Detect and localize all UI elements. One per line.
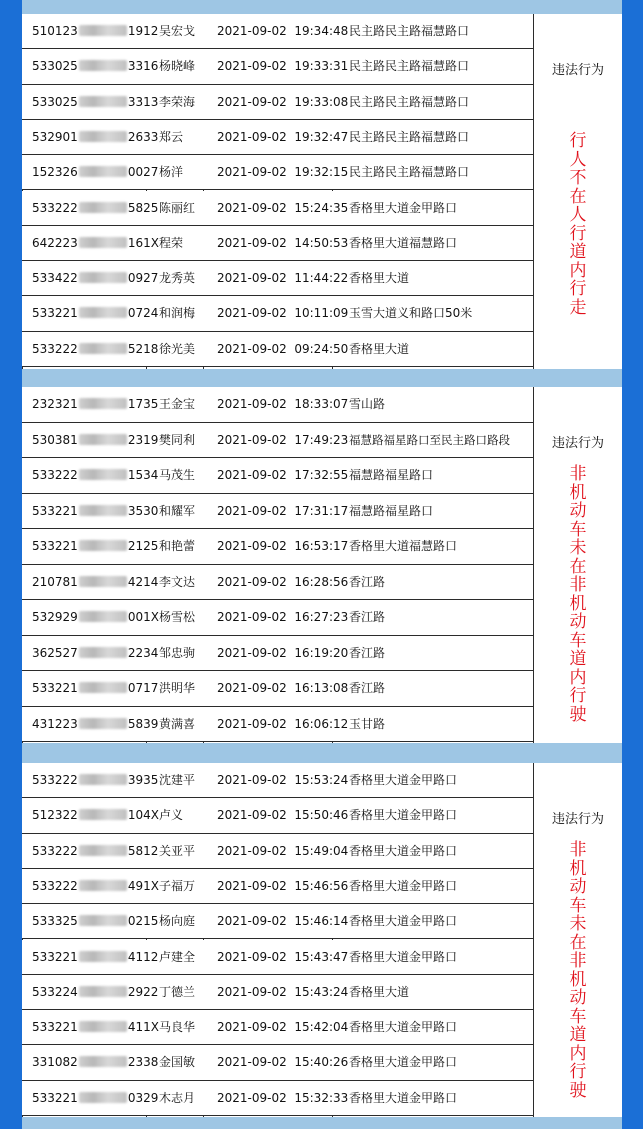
id-suffix: 411X <box>127 1020 159 1035</box>
id-mask <box>79 682 127 693</box>
violation-time: 2021-09-02 11:44:22 <box>217 271 349 286</box>
violation-table-pedestrian <box>22 14 622 369</box>
person-name: 李文达 <box>159 574 196 589</box>
person-name: 黄满喜 <box>159 716 196 731</box>
violation-table-nonmotor-1 <box>22 387 622 743</box>
violation-place: 香格里大道福慧路口 <box>349 539 458 553</box>
id-prefix: 431223 <box>32 716 78 731</box>
table-row <box>22 387 533 423</box>
id-suffix: 0927 <box>127 271 159 286</box>
violation-time: 2021-09-02 16:28:56 <box>217 574 349 589</box>
violation-place: 民主路民主路福慧路口 <box>349 165 470 180</box>
violation-place: 香格里大道金甲路口 <box>349 878 458 893</box>
id-number <box>32 975 159 1010</box>
id-mask <box>79 951 127 962</box>
violation-time: 2021-09-02 16:06:12 <box>217 716 349 731</box>
violation-place: 雪山路 <box>349 397 386 411</box>
violation-time: 2021-09-02 18:33:07 <box>217 397 349 411</box>
violation-place: 福慧路福星路口 <box>349 468 434 482</box>
id-mask <box>79 272 127 283</box>
id-mask <box>79 131 127 142</box>
violation-place: 玉甘路 <box>349 716 386 731</box>
id-number <box>32 565 159 601</box>
person-name: 丁德兰 <box>159 984 196 999</box>
person-name: 马良华 <box>159 1020 196 1035</box>
violation-place: 香格里大道金甲路口 <box>349 1055 458 1070</box>
id-mask <box>79 611 127 622</box>
id-mask <box>79 986 127 997</box>
violation-time: 2021-09-02 19:32:47 <box>217 129 349 144</box>
violation-time: 2021-09-02 15:43:24 <box>217 984 349 999</box>
id-number <box>32 155 159 190</box>
id-suffix: 3530 <box>127 503 159 518</box>
id-suffix: 5218 <box>127 341 159 356</box>
id-mask <box>79 505 127 516</box>
violation-time: 2021-09-02 15:46:56 <box>217 878 349 893</box>
id-suffix: 5839 <box>127 716 159 731</box>
id-prefix: 530381 <box>32 432 78 447</box>
person-name: 邹忠驹 <box>159 645 196 660</box>
person-name: 徐光美 <box>159 341 196 356</box>
person-name: 程荣 <box>159 235 184 250</box>
table-row <box>22 834 533 869</box>
id-mask <box>79 718 127 729</box>
id-prefix: 533222 <box>32 468 78 482</box>
id-prefix: 533025 <box>32 59 78 74</box>
person-name: 李荣海 <box>159 94 196 109</box>
violation-place: 香江路 <box>349 610 386 624</box>
id-number <box>32 763 159 798</box>
id-mask <box>79 540 127 551</box>
id-mask <box>79 343 127 354</box>
id-mask <box>79 576 127 587</box>
violation-time: 2021-09-02 14:50:53 <box>217 235 349 250</box>
violation-time: 2021-09-02 16:19:20 <box>217 645 349 660</box>
violation-time: 2021-09-02 19:33:31 <box>217 59 349 74</box>
violation-place: 香格里大道金甲路口 <box>349 1020 458 1035</box>
table-row <box>22 494 533 530</box>
table-row <box>22 423 533 459</box>
violation-place: 香格里大道金甲路口 <box>349 843 458 858</box>
id-prefix: 642223 <box>32 235 78 250</box>
person-name: 王金宝 <box>159 397 196 411</box>
violation-place: 香格里大道金甲路口 <box>349 914 458 929</box>
id-prefix: 533221 <box>32 949 78 964</box>
person-name: 卢义 <box>159 808 184 823</box>
id-number <box>32 458 159 494</box>
person-name: 关亚平 <box>159 843 196 858</box>
id-suffix: 2234 <box>127 645 159 660</box>
id-suffix: 0717 <box>127 681 159 695</box>
id-mask <box>79 647 127 658</box>
id-prefix: 362527 <box>32 645 78 660</box>
id-prefix: 510123 <box>32 24 78 38</box>
person-name: 木志月 <box>159 1090 196 1105</box>
table-row <box>22 261 533 296</box>
violation-time: 2021-09-02 15:43:47 <box>217 949 349 964</box>
id-prefix: 533221 <box>32 306 78 321</box>
id-number <box>32 636 159 672</box>
id-suffix: 104X <box>127 808 159 823</box>
table-row <box>22 798 533 833</box>
id-suffix: 5825 <box>127 200 159 215</box>
table-row <box>22 14 533 49</box>
table-row <box>22 975 533 1010</box>
table-row <box>22 85 533 120</box>
id-suffix: 1735 <box>127 397 159 411</box>
violation-place: 香江路 <box>349 681 386 695</box>
person-name: 杨向庭 <box>159 914 196 929</box>
violation-place: 福慧路福星路口 <box>349 503 434 518</box>
table-row <box>22 636 533 672</box>
id-mask <box>79 845 127 856</box>
violation-place: 香格里大道金甲路口 <box>349 949 458 964</box>
violation-time: 2021-09-02 15:53:24 <box>217 773 349 787</box>
id-mask <box>79 774 127 785</box>
id-suffix: 2338 <box>127 1055 159 1070</box>
id-number <box>32 1045 159 1080</box>
id-suffix: 3316 <box>127 59 159 74</box>
violation-place: 香格里大道金甲路口 <box>349 808 458 823</box>
violation-time: 2021-09-02 09:24:50 <box>217 341 349 356</box>
violation-time: 2021-09-02 17:31:17 <box>217 503 349 518</box>
id-mask <box>79 915 127 926</box>
id-prefix: 533422 <box>32 271 78 286</box>
person-name: 郑云 <box>159 129 184 144</box>
violation-time: 2021-09-02 16:27:23 <box>217 610 349 624</box>
id-prefix: 512322 <box>32 808 78 823</box>
person-name: 和润梅 <box>159 306 196 321</box>
table-row <box>22 763 533 798</box>
id-prefix: 533221 <box>32 539 78 553</box>
person-name: 沈建平 <box>159 773 196 787</box>
violation-time: 2021-09-02 15:24:35 <box>217 200 349 215</box>
id-number <box>32 14 159 49</box>
id-suffix: 4214 <box>127 574 159 589</box>
id-prefix: 533222 <box>32 878 78 893</box>
id-number <box>32 191 159 226</box>
table-row <box>22 155 533 190</box>
id-prefix: 533221 <box>32 1090 78 1105</box>
violation-time: 2021-09-02 19:33:08 <box>217 94 349 109</box>
id-mask <box>79 96 127 107</box>
table-row <box>22 600 533 636</box>
id-suffix: 001X <box>127 610 159 624</box>
violation-time: 2021-09-02 15:40:26 <box>217 1055 349 1070</box>
id-mask <box>79 25 127 36</box>
violation-time: 2021-09-02 19:32:15 <box>217 165 349 180</box>
violation-place: 香格里大道金甲路口 <box>349 200 458 215</box>
violation-time: 2021-09-02 10:11:09 <box>217 306 349 321</box>
violation-time: 2021-09-02 17:32:55 <box>217 468 349 482</box>
table-row <box>22 904 533 939</box>
violation-time: 2021-09-02 15:46:14 <box>217 914 349 929</box>
id-suffix: 491X <box>127 878 159 893</box>
section-divider <box>22 0 622 14</box>
id-mask <box>79 202 127 213</box>
violation-place: 香格里大道 <box>349 984 410 999</box>
violation-type: 非机动车未在非机动车道内行驶 <box>569 840 587 1101</box>
table-row <box>22 671 533 707</box>
id-number <box>32 869 159 904</box>
person-name: 杨雪松 <box>159 610 196 624</box>
id-number <box>32 494 159 530</box>
id-prefix: 533221 <box>32 681 78 695</box>
id-prefix: 533222 <box>32 341 78 356</box>
table-row <box>22 49 533 84</box>
violation-time: 2021-09-02 15:42:04 <box>217 1020 349 1035</box>
table-row <box>22 565 533 601</box>
id-number <box>32 834 159 869</box>
table-row <box>22 940 533 975</box>
id-mask <box>79 469 127 480</box>
id-number <box>32 671 159 707</box>
id-suffix: 1912 <box>127 24 159 38</box>
id-mask <box>79 166 127 177</box>
table-row <box>22 529 533 565</box>
person-name: 卢建全 <box>159 949 196 964</box>
table-row <box>22 869 533 904</box>
id-number <box>32 332 159 367</box>
table-row <box>22 707 533 743</box>
id-prefix: 533222 <box>32 773 78 787</box>
person-name: 杨洋 <box>159 165 184 180</box>
id-prefix: 533221 <box>32 503 78 518</box>
violation-time: 2021-09-02 16:53:17 <box>217 539 349 553</box>
id-suffix: 0215 <box>127 914 159 929</box>
id-prefix: 532929 <box>32 610 78 624</box>
violation-time: 2021-09-02 16:13:08 <box>217 681 349 695</box>
id-number <box>32 1081 159 1116</box>
section-divider <box>22 1117 622 1129</box>
violation-place: 香江路 <box>349 645 386 660</box>
table-row <box>22 332 533 367</box>
id-prefix: 331082 <box>32 1055 78 1070</box>
id-number <box>32 904 159 939</box>
violation-time: 2021-09-02 17:49:23 <box>217 432 349 447</box>
table-row <box>22 296 533 331</box>
table-row <box>22 226 533 261</box>
violation-place: 香江路 <box>349 574 386 589</box>
violation-place: 香格里大道福慧路口 <box>349 235 458 250</box>
id-number <box>32 1010 159 1045</box>
id-mask <box>79 60 127 71</box>
id-number <box>32 529 159 565</box>
table-row <box>22 1010 533 1045</box>
id-suffix: 0329 <box>127 1090 159 1105</box>
violation-type: 行人不在人行道内行走 <box>569 131 587 318</box>
violation-time: 2021-09-02 15:50:46 <box>217 808 349 823</box>
id-suffix: 2633 <box>127 129 159 144</box>
violation-place: 香格里大道金甲路口 <box>349 1090 458 1105</box>
table-row <box>22 120 533 155</box>
id-number <box>32 261 159 296</box>
violation-place: 民主路民主路福慧路口 <box>349 129 470 144</box>
id-number <box>32 798 159 833</box>
id-suffix: 2922 <box>127 984 159 999</box>
id-suffix: 2319 <box>127 432 159 447</box>
section-divider <box>22 369 622 387</box>
violation-label: 违法行为 <box>551 63 604 78</box>
id-prefix: 152326 <box>32 165 78 180</box>
id-prefix: 532901 <box>32 129 78 144</box>
id-number <box>32 296 159 331</box>
id-suffix: 5812 <box>127 843 159 858</box>
id-mask <box>79 1056 127 1067</box>
id-number <box>32 600 159 636</box>
person-name: 洪明华 <box>159 681 196 695</box>
violation-time: 2021-09-02 19:34:48 <box>217 24 349 38</box>
violation-label: 违法行为 <box>551 812 604 827</box>
id-mask <box>79 1021 127 1032</box>
person-name: 龙秀英 <box>159 271 196 286</box>
id-number <box>32 85 159 120</box>
violation-place: 香格里大道 <box>349 341 410 356</box>
violation-place: 民主路民主路福慧路口 <box>349 94 470 109</box>
table-row <box>22 458 533 494</box>
id-suffix: 3313 <box>127 94 159 109</box>
id-suffix: 0724 <box>127 306 159 321</box>
id-suffix: 4112 <box>127 949 159 964</box>
violation-place: 民主路民主路福慧路口 <box>349 24 470 38</box>
id-prefix: 533222 <box>32 843 78 858</box>
violation-place: 民主路民主路福慧路口 <box>349 59 470 74</box>
id-prefix: 533025 <box>32 94 78 109</box>
violation-place: 香格里大道 <box>349 271 410 286</box>
id-prefix: 533222 <box>32 200 78 215</box>
id-number <box>32 226 159 261</box>
id-suffix: 161X <box>127 235 159 250</box>
id-prefix: 533221 <box>32 1020 78 1035</box>
person-name: 吴宏戈 <box>159 24 196 38</box>
id-prefix: 533325 <box>32 914 78 929</box>
id-mask <box>79 237 127 248</box>
id-mask <box>79 809 127 820</box>
person-name: 子福万 <box>159 878 196 893</box>
id-number <box>32 387 159 423</box>
id-mask <box>79 307 127 318</box>
violation-time: 2021-09-02 15:32:33 <box>217 1090 349 1105</box>
table-row <box>22 1081 533 1116</box>
person-name: 樊同利 <box>159 432 196 447</box>
id-suffix: 3935 <box>127 773 159 787</box>
id-mask <box>79 880 127 891</box>
table-row <box>22 1045 533 1080</box>
violation-table-nonmotor-2 <box>22 763 622 1117</box>
person-name: 和艳蕾 <box>159 539 196 553</box>
person-name: 金国敏 <box>159 1055 196 1070</box>
id-number <box>32 120 159 155</box>
id-mask <box>79 398 127 409</box>
violation-place: 福慧路福星路口至民主路口路段 <box>349 432 510 447</box>
person-name: 杨晓峰 <box>159 59 196 74</box>
violation-time: 2021-09-02 15:49:04 <box>217 843 349 858</box>
id-suffix: 2125 <box>127 539 159 553</box>
violation-place: 香格里大道金甲路口 <box>349 773 458 787</box>
violation-place: 玉雪大道义和路口50米 <box>349 306 473 321</box>
id-suffix: 1534 <box>127 468 159 482</box>
person-name: 陈丽红 <box>159 200 196 215</box>
id-number <box>32 940 159 975</box>
person-name: 马茂生 <box>159 468 196 482</box>
section-divider <box>22 743 622 763</box>
id-mask <box>79 1092 127 1103</box>
id-number <box>32 423 159 459</box>
violation-label: 违法行为 <box>551 436 604 451</box>
person-name: 和耀军 <box>159 503 196 518</box>
id-mask <box>79 434 127 445</box>
id-prefix: 210781 <box>32 574 78 589</box>
id-prefix: 533224 <box>32 984 78 999</box>
id-suffix: 0027 <box>127 165 159 180</box>
id-number <box>32 49 159 84</box>
violation-type: 非机动车未在非机动车道内行驶 <box>569 464 587 725</box>
table-row <box>22 191 533 226</box>
id-prefix: 232321 <box>32 397 78 411</box>
id-number <box>32 707 159 743</box>
